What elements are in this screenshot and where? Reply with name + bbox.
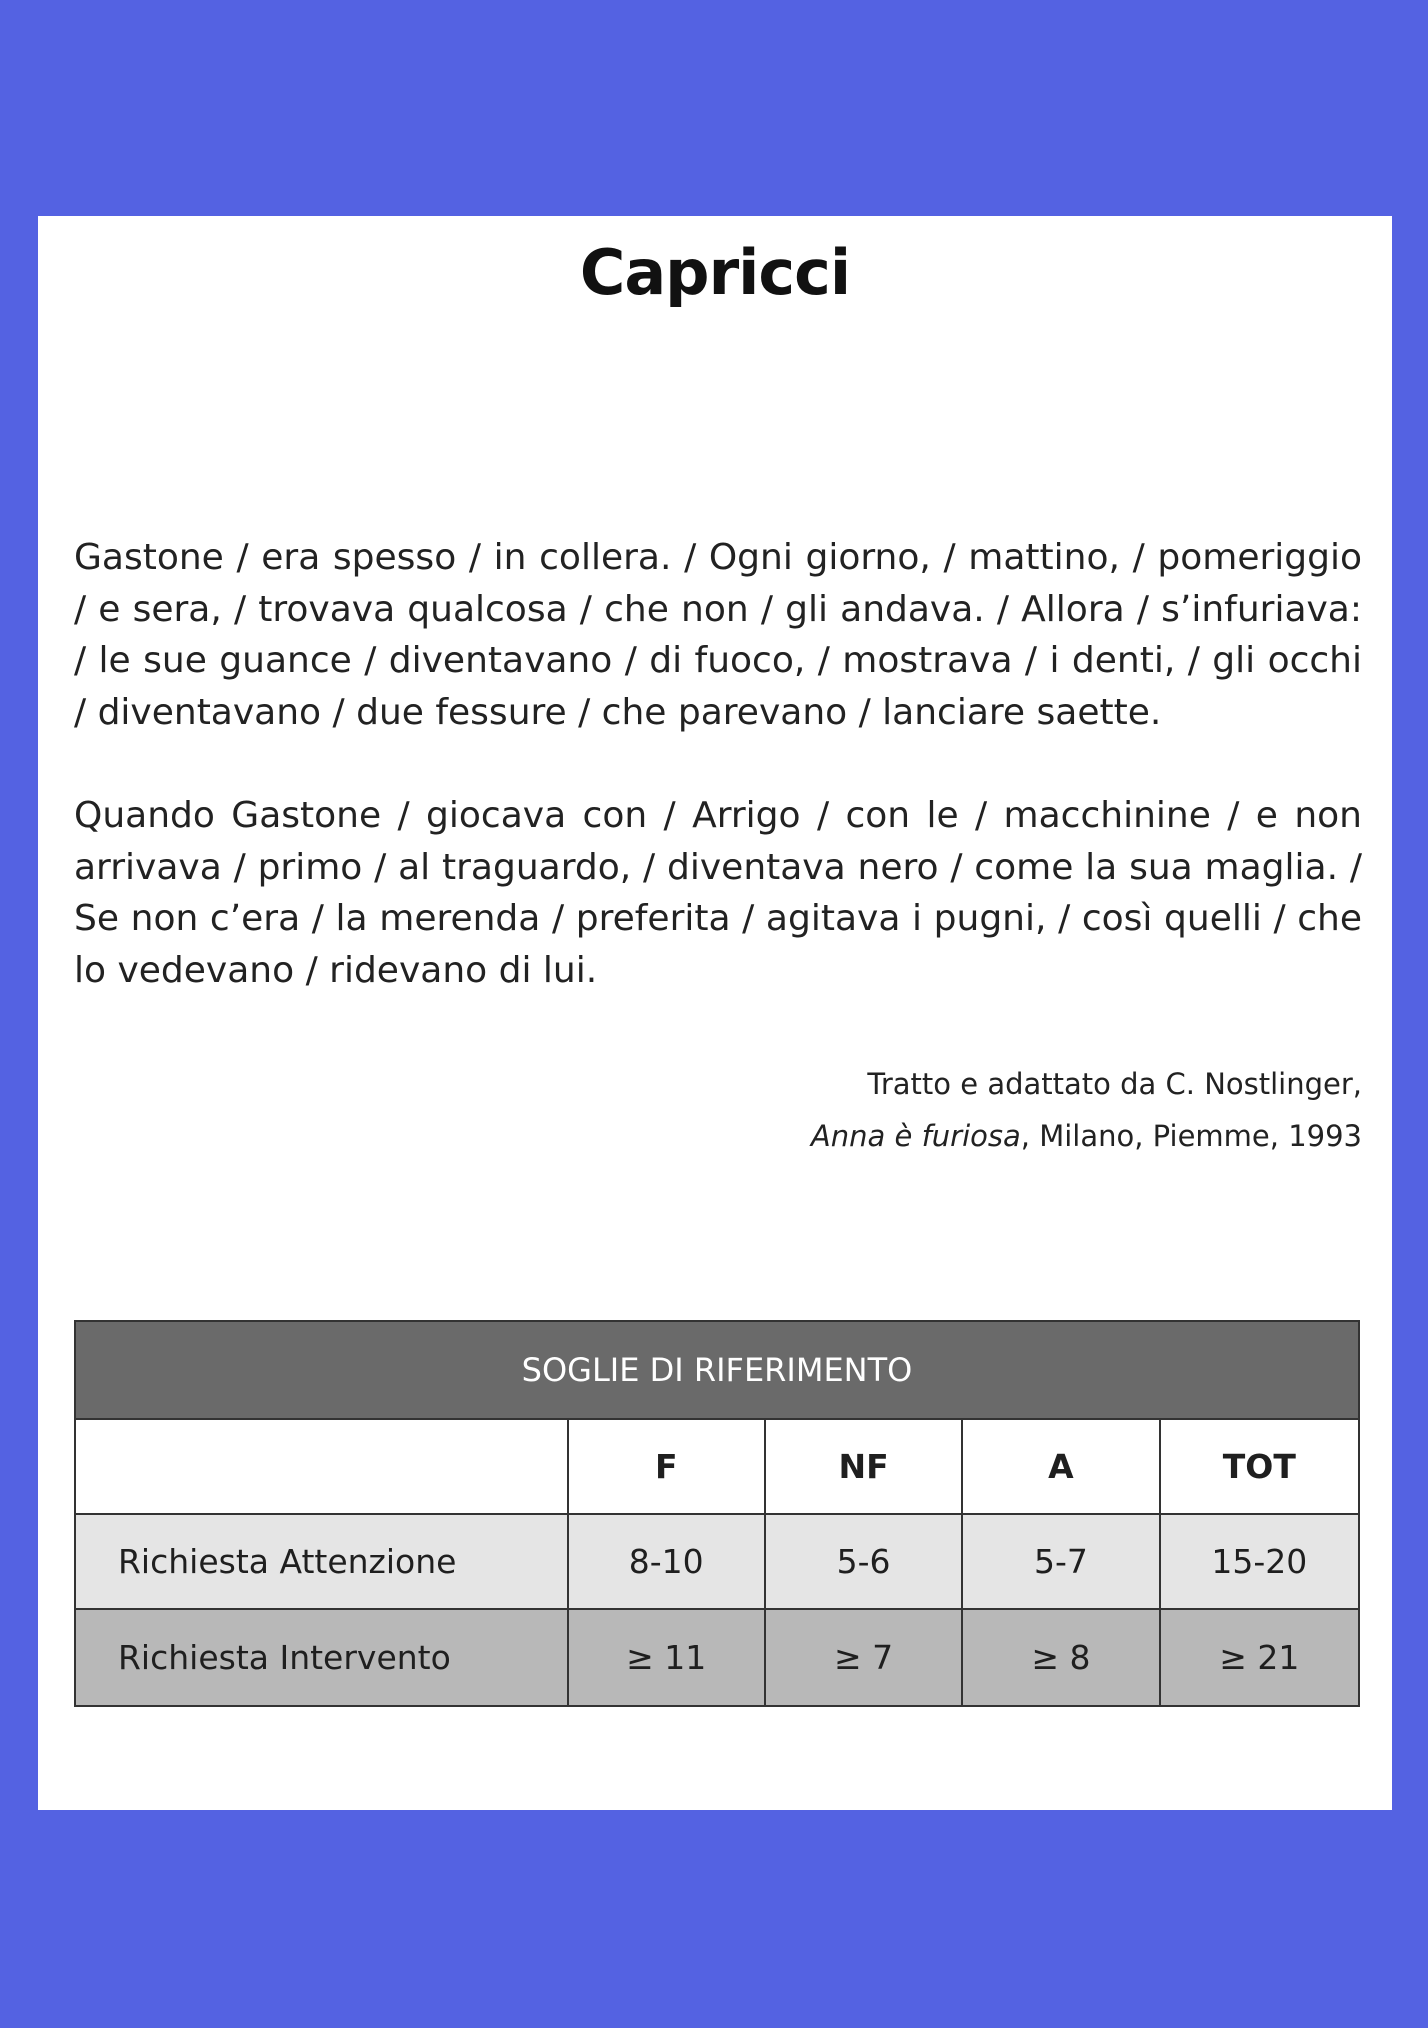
table-header-row: [76, 1420, 1358, 1515]
credit-book-title: Anna è furiosa: [810, 1119, 1021, 1153]
table-cell: 15-20: [1211, 1542, 1308, 1581]
credit-line-2: [811, 1110, 1362, 1162]
table-cell: 8-10: [569, 1515, 766, 1608]
table-cell: ≥ 11: [569, 1610, 766, 1705]
header-cell-empty: [76, 1420, 569, 1513]
header-cell-f: F: [569, 1420, 766, 1513]
header-cell-nf: NF: [766, 1420, 963, 1513]
table-cell: ≥ 7: [766, 1610, 963, 1705]
header-cell-tot: TOT: [1222, 1447, 1296, 1486]
source-credit: [811, 1058, 1362, 1162]
document-page: [38, 216, 1392, 1810]
table-cell: 5-7: [963, 1515, 1160, 1608]
table-row: [76, 1515, 1358, 1610]
header-cell-a: A: [963, 1420, 1160, 1513]
row-label: Richiesta Attenzione: [76, 1515, 569, 1608]
table-cell: 5-6: [766, 1515, 963, 1608]
story-paragraph-1: Gastone / era spesso / in collera. / Ogni giorno, / mattino, / pomeriggio / e sera, / trovava qualcosa / che non / gli andava. / Allora / s’infuriava: / le sue guance / diventavano / di fuoco, / mostrava / i denti, / gli occhi / diventavano / due fessure / che parevano / lanciare saette.: [74, 537, 1362, 733]
story-paragraph-2: Quando Gastone / giocava con / Arrigo / con le / macchinine / e non arrivava / primo / al traguardo, / diventava nero / come la sua maglia. / Se non c’era / la merenda / preferita / agitava i pugni, / così quelli / che lo vedevano / ridevano di lui.: [74, 795, 1362, 991]
credit-line-1: Tratto e adattato da C. Nostlinger,: [867, 1067, 1362, 1101]
row-label: Richiesta Intervento: [76, 1610, 569, 1705]
table-title: SOGLIE DI RIFERIMENTO: [76, 1322, 1358, 1420]
credit-publisher: , Milano, Piemme, 1993: [1020, 1119, 1362, 1153]
table-row: [76, 1610, 1358, 1705]
table-cell: ≥ 8: [963, 1610, 1160, 1705]
table-cell: ≥ 21: [1219, 1638, 1300, 1677]
thresholds-table: [74, 1320, 1360, 1707]
page-title: Capricci: [579, 236, 851, 309]
